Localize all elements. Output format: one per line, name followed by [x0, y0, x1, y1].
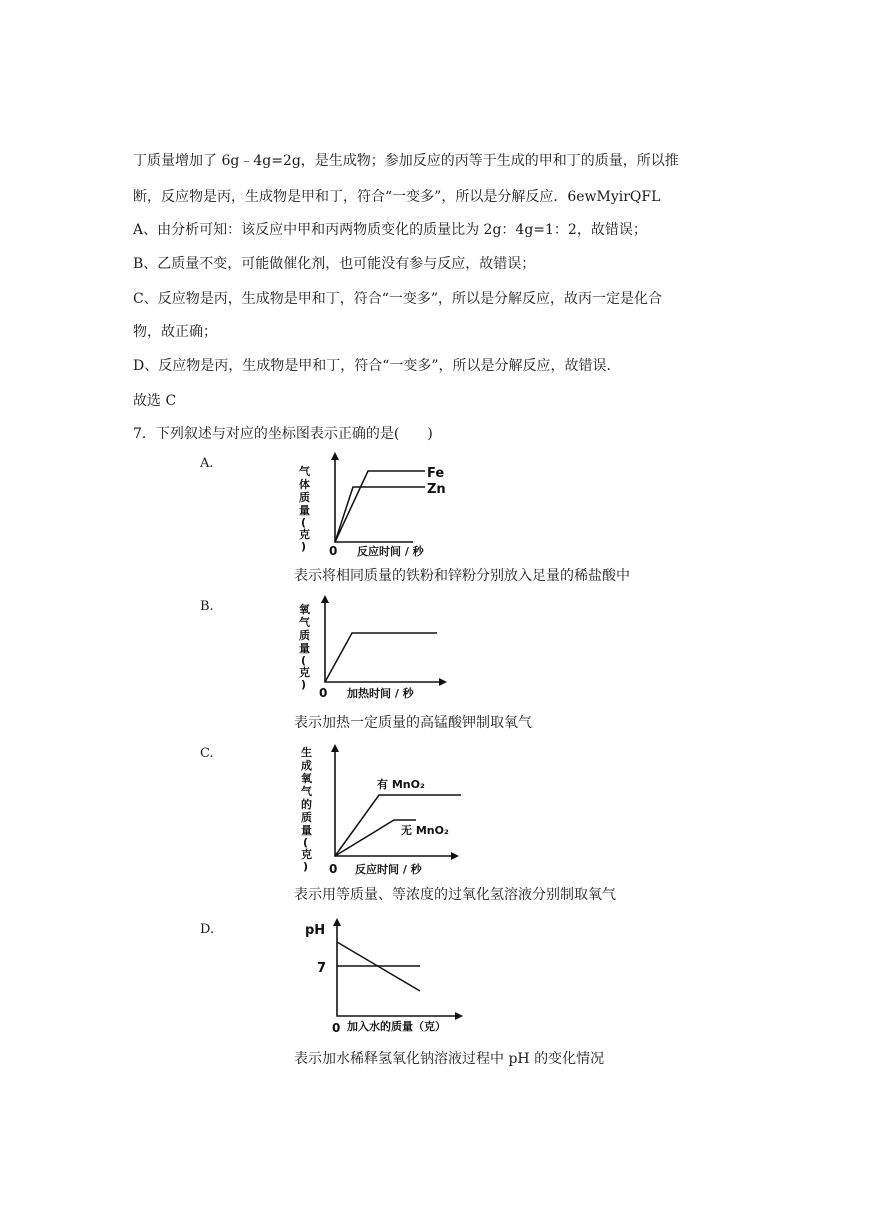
option-c-with-mno2-label: 有 MnO₂: [377, 778, 425, 791]
svg-text:克: 克: [299, 528, 310, 541]
option-b-y-arrow: [321, 595, 329, 603]
svg-text:(: (: [301, 654, 307, 667]
option-d-axes: [337, 924, 457, 1016]
svg-text:的: 的: [301, 798, 312, 811]
explanation-line-2: 断，反应物是丙，生成物是甲和丁，符合“一变多”，所以是分解反应．6ewMyirQFL: [133, 189, 661, 205]
option-d-letter: D.: [200, 922, 215, 937]
option-d-origin: 0: [332, 1021, 341, 1035]
option-a-axes: [335, 456, 413, 542]
svg-text:体: 体: [299, 478, 310, 491]
svg-text:量: 量: [301, 824, 312, 837]
option-a-fe-line: [335, 471, 425, 542]
option-d-ytick: 7: [317, 961, 327, 976]
explanation-line-3: A、由分析可知：该反应中甲和丙两物质变化的质量比为 2g：4g=1：2，故错误；: [133, 222, 647, 238]
option-a-xlabel: 反应时间 / 秒: [357, 545, 424, 558]
svg-text:(: (: [303, 836, 309, 849]
explanation-line-7: D、反应物是丙，生成物是甲和丁，符合“一变多”，所以是分解反应，故错误．: [133, 358, 621, 374]
svg-text:质: 质: [299, 491, 310, 504]
svg-text:气: 气: [299, 465, 310, 478]
explanation-line-1: 丁质量增加了 6g﹣4g=2g，是生成物；参加反应的丙等于生成的甲和丁的质量，所以推: [133, 153, 679, 169]
option-c-caption: 表示用等质量、等浓度的过氧化氢溶液分别制取氧气: [294, 887, 616, 903]
option-c-y-arrow: [331, 744, 339, 752]
answer-line: 故选 C: [133, 393, 177, 409]
svg-text:质: 质: [301, 811, 312, 824]
option-b-caption: 表示加热一定质量的高锰酸钾制取氧气: [294, 715, 532, 731]
option-c-graph: [295, 742, 470, 882]
svg-text:): ): [303, 860, 309, 873]
option-a-zn-label: Zn: [427, 482, 446, 497]
svg-text:(: (: [301, 516, 307, 529]
option-d-x-arrow: [455, 1012, 463, 1020]
svg-text:量: 量: [299, 642, 310, 655]
option-a-graph: [295, 452, 465, 560]
svg-text:氧: 氧: [299, 603, 310, 616]
option-a-letter: A.: [200, 456, 214, 471]
option-d-caption: 表示加水稀释氢氧化钠溶液过程中 pH 的变化情况: [294, 1051, 605, 1067]
option-c-without-mno2-label: 无 MnO₂: [401, 824, 449, 837]
option-b-line: [325, 633, 437, 682]
option-d-xlabel: 加入水的质量（克）: [347, 1020, 446, 1033]
svg-text:克: 克: [299, 666, 310, 679]
option-b-x-arrow: [439, 678, 447, 686]
svg-text:质: 质: [299, 629, 310, 642]
explanation-line-5: C、反应物是丙，生成物是甲和丁，符合“一变多”，所以是分解反应，故丙一定是化合: [133, 291, 663, 307]
option-a-y-arrow: [331, 452, 339, 460]
option-c-ylabel: [301, 745, 313, 873]
option-a-caption: 表示将相同质量的铁粉和锌粉分别放入足量的稀盐酸中: [294, 568, 630, 584]
svg-text:氧: 氧: [301, 772, 312, 785]
question-stem: 7．下列叙述与对应的坐标图表示正确的是( ): [133, 426, 433, 442]
option-b-graph: [295, 595, 465, 705]
option-b-axes: [325, 599, 441, 682]
svg-text:气: 气: [301, 785, 312, 798]
svg-text:成: 成: [301, 759, 312, 772]
svg-text:): ): [301, 678, 307, 691]
option-c-axes: [335, 750, 453, 856]
option-b-xlabel: 加热时间 / 秒: [347, 687, 414, 700]
option-a-ylabel: [299, 464, 311, 553]
svg-text:克: 克: [301, 848, 312, 861]
svg-text:生: 生: [301, 746, 312, 759]
option-c-xlabel: 反应时间 / 秒: [355, 863, 422, 876]
svg-text:量: 量: [299, 504, 310, 517]
svg-text:气: 气: [299, 616, 310, 629]
svg-text:): ): [301, 540, 307, 553]
option-d-y-arrow: [333, 918, 341, 926]
option-c-letter: C.: [200, 746, 214, 761]
option-a-fe-label: Fe: [427, 466, 445, 481]
option-c-origin: 0: [329, 862, 338, 876]
option-b-ylabel: [299, 602, 311, 691]
option-b-origin: 0: [319, 686, 328, 700]
option-c-x-arrow: [451, 852, 459, 860]
explanation-line-4: B、乙质量不变，可能做催化剂，也可能没有参与反应，故错误；: [133, 256, 536, 272]
explanation-line-6: 物，故正确；: [133, 324, 217, 340]
option-d-graph: [295, 918, 475, 1038]
option-a-origin: 0: [329, 544, 338, 558]
option-d-ylabel: pH: [305, 923, 326, 938]
option-b-letter: B.: [200, 599, 214, 614]
